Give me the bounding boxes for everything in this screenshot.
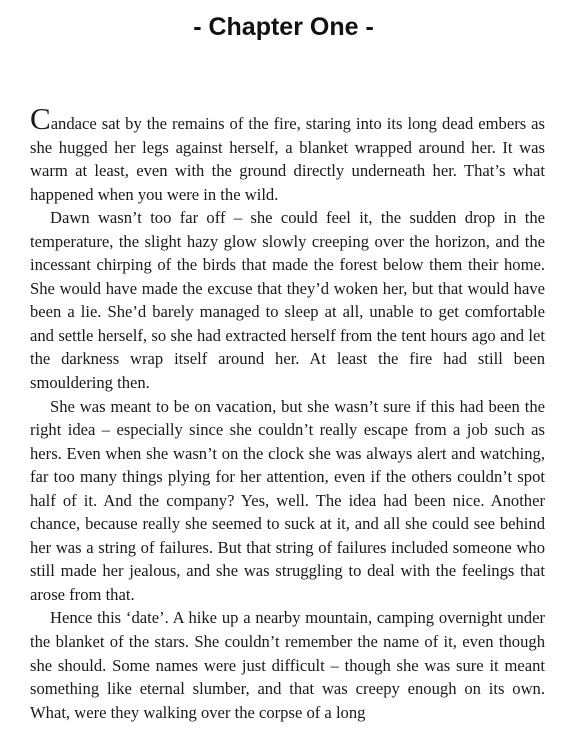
chapter-body	[30, 101, 545, 724]
paragraph-1	[30, 101, 545, 206]
paragraph-3: She was meant to be on vacation, but she wasn’t sure if this had been the right idea – especially since she couldn’t really escape from a job such as hers. Even when she wasn’t on the clock she was always alert and watching, far too many things plying for her attention, even if the others couldn’t spot half of it. And the company? Yes, well. The idea had been nice. Another chance, because really she seemed to suck at it, and all she could see behind her was a string of failures. But that string of failures included someone who still made her jealous, and she was struggling to deal with the feelings that arose from that.	[30, 396, 545, 604]
drop-cap: C	[30, 101, 51, 136]
paragraph-4: Hence this ‘date’. A hike up a nearby mountain, camping overnight under the blanket of the stars. She couldn’t remember the name of it, even though she should. Some names were just difficult – though she was sure it meant something like eternal slumber, and that was creepy enough on its own. What, were they walking over the corpse of a long	[30, 608, 545, 722]
chapter-title: - Chapter One -	[193, 13, 374, 41]
paragraph-2: Dawn wasn’t too far off – she could feel it, the sudden drop in the temperature, the slight hazy glow slowly creeping over the horizon, and the incessant chirping of the birds that made the forest below them their home. She would have made the excuse that they’d woken her, but that would have been a lie. She’d barely managed to sleep at all, unable to get comfortable and settle herself, so she had extracted herself from the tent hours ago and let the darkness wrap itself around her. At least the fire had still been smouldering then.	[30, 208, 545, 393]
paragraph-1-text: andace sat by the remains of the fire, staring into its long dead embers as she hugged her legs against herself, a blanket wrapped around her. It was warm at least, even with the ground directly underneath her. That’s what happened when you were in the wild.	[30, 114, 545, 204]
